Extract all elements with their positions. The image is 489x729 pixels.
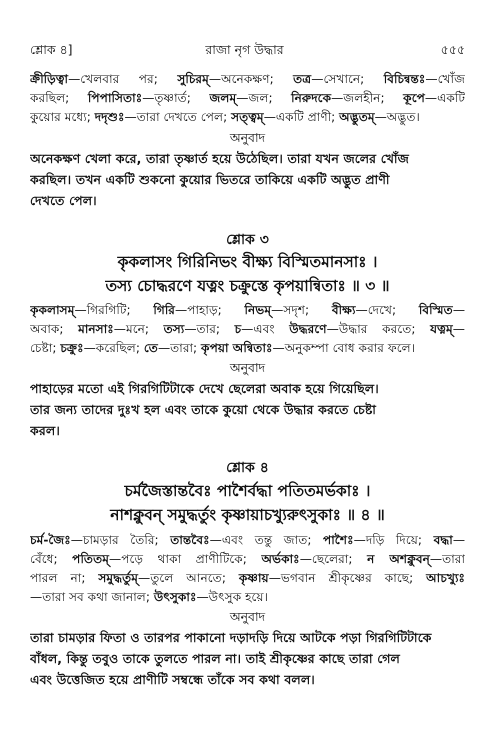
translation-line: তার জন্য তাদের দুঃখ হল এবং তাকে কুয়ো থেকে উদ্ধার করতে চেষ্টা [30,402,377,417]
synonym-term: ন অশক্নুবন্ [367,552,430,566]
synonym-meaning: —সেখানে; [311,72,384,86]
verse4-synonyms [30,531,465,607]
section1-synonyms [30,70,465,127]
synonym-term: পিপাসিতাঃ [87,91,143,105]
synonym-meaning: —চামড়ার তৈরি; [70,533,171,547]
synonym-term: জলম্ [209,91,237,105]
synonym-term: তে [143,341,158,355]
synonym-term: তত্র [293,72,312,86]
synonym-term: নিভম্ [244,303,272,317]
header-verse-ref: শ্লোক ৪] [30,42,73,57]
verse-line: তস্য চোদ্ধরণে যত্নং চক্রুস্তে কৃপয়ান্বিতাঃ ॥ ৩ ॥ [105,277,390,295]
synonym-meaning: অবাক; [30,322,79,336]
translation-line: অনেকক্ষণ খেলা করে, তারা তৃষ্ণার্ত হয়ে উঠেছিল। তারা যখন জলের খোঁজ [30,151,409,166]
synonym-meaning: —তারা; [157,341,202,355]
synonym-line [30,301,465,320]
verse4-heading: শ্লোক ৪ [226,460,269,476]
synonym-term: চর্ম-জৈঃ [30,533,71,547]
synonym-term: কৃকলাসম্ [30,303,75,317]
header-page-number: ৫৫৫ [440,42,465,57]
synonym-term: সত্ত্বম্ [231,110,264,124]
synonym-meaning: —জল; [236,91,292,105]
synonym-meaning: —ভগবান শ্রীকৃষ্ণের কাছে; [268,571,427,585]
synonym-term: সমুদ্ধর্তুম্ [98,571,139,585]
synonym-meaning: —তুলে আনতে; [138,571,239,585]
synonym-meaning: —করেছিল; [83,341,144,355]
synonym-term: মানসাঃ [78,322,114,336]
synonym-meaning: কুয়োর মধ্যে; [30,110,95,124]
synonym-term: উৎসুকাঃ [153,590,197,604]
synonym-term: চ [234,322,242,336]
synonym-meaning: —এবং তন্তু জাত; [209,533,323,547]
synonym-term: কৃপয়া অন্বিতাঃ [201,341,273,355]
synonym-term: উদ্ধরণে [289,322,327,336]
header-chapter-title: রাজা নৃগ উদ্ধার [205,42,284,57]
verse3-heading: শ্লোক ৩ [226,232,269,248]
synonym-term: ক্রীড়িত্বা [30,72,69,86]
synonym-term: পতিতম্ [72,552,109,566]
translation-line: পাহাড়ের মতো এই গিরগিটিটাকে দেখে ছেলেরা অবাক হয়ে গিয়েছিল। [30,381,379,396]
synonym-meaning: —খেলবার পর; [68,72,178,86]
synonym-term: যত্নম্ [430,322,453,336]
synonym-meaning: চেষ্টা; [30,341,61,355]
synonym-term: দদৃশুঃ [94,110,125,124]
synonym-meaning: —একটি প্রাণী; [263,110,340,124]
synonym-line [30,339,465,358]
translation-label: অনুবাদ [229,360,266,375]
translation-line: বাঁধল, কিন্তু তবুও তাকে তুলতে পারল না। তাই শ্রীকৃষ্ণের কাছে তারা গেল [30,651,400,666]
synonym-term: নিরুদকে [291,91,332,105]
synonym-meaning: —পাহাড়; [175,303,245,317]
translation-line: তারা চামড়ার ফিতা ও তারপর পাকানো দড়াদড়ি দিয়ে আটকে পড়া গিরগিটিটাকে [30,630,432,645]
synonym-term: কৃষ্ণায় [238,571,269,585]
verse3-text [30,250,465,298]
verse-line: কৃকলাসং গিরিনিভং বীক্ষ্য বিস্মিতমানসাঃ । [117,253,378,271]
synonym-line [30,70,465,89]
synonym-meaning: —তারা সব কথা জানাল; [30,590,154,604]
synonym-meaning: —দড়ি দিয়ে; [353,533,434,547]
synonym-term: অর্ভকাঃ [261,552,300,566]
synonym-meaning: —ছেলেরা; [299,552,368,566]
synonym-meaning: —সদৃশ; [271,303,332,317]
synonym-meaning: করছিল; [30,91,88,105]
synonym-term: আচখ্যুঃ [426,571,465,585]
synonym-meaning: —তারা দেখতে পেল; [124,110,232,124]
synonym-meaning: —উদ্ধার করতে; [326,322,431,336]
synonym-term: চক্রুঃ [60,341,84,355]
synonym-term: অদ্ভুতম্ [339,110,375,124]
synonym-term: তান্তবৈঃ [170,533,210,547]
synonym-meaning: — [452,303,465,317]
synonym-meaning: বেঁধে; [30,552,73,566]
synonym-meaning: —তৃষ্ণার্ত; [142,91,210,105]
synonym-term: বীক্ষ্য [331,303,356,317]
translation-label: অনুবাদ [229,609,266,624]
synonym-line [30,569,465,588]
synonym-meaning: —গিরগিটি; [74,303,154,317]
synonym-meaning: —খোঁজ [425,72,465,86]
synonym-term: তস্য [163,322,185,336]
verse3-synonyms [30,301,465,358]
synonym-meaning: —অদ্ভুত। [374,110,420,124]
synonym-meaning: পারল না; [30,571,99,585]
synonym-meaning: —একটি [424,91,465,105]
synonym-line [30,320,465,339]
synonym-term: বিস্মিত [418,303,453,317]
synonym-meaning: —জলহীন; [331,91,404,105]
synonym-meaning: —এবং [241,322,290,336]
synonym-line [30,89,465,108]
synonym-term: বিচিন্বন্তঃ [383,72,426,86]
translation-label: অনুবাদ [229,130,266,145]
synonym-term: সুচিরম্ [177,72,209,86]
synonym-line [30,550,465,569]
synonym-meaning: —অনুকম্পা বোধ করার ফলে। [272,341,416,355]
translation-line: এবং উত্তেজিত হয়ে প্রাণীটি সম্বন্ধে তাঁকে সব কথা বলল। [30,672,315,687]
verse3-translation [30,378,465,441]
synonym-term: কূপে [403,91,425,105]
translation-line: করল। [30,423,60,438]
synonym-line [30,108,465,127]
synonym-meaning: —মনে; [113,322,164,336]
verse-line: চর্মজৈস্তান্তবৈঃ পাশৈর্বদ্ধা পতিতমর্ভকাঃ । [124,482,371,500]
synonym-line [30,531,465,550]
synonym-meaning: — [452,322,465,336]
synonym-line [30,588,465,607]
synonym-term: বদ্ধা [433,533,453,547]
synonym-term: পাশৈঃ [323,533,354,547]
translation-line: করছিল। তখন একটি শুকনো কুয়োর ভিতরে তাকিয়ে একটি অদ্ভুত প্রাণী [30,172,390,187]
section1-translation [30,148,465,211]
synonym-meaning: —তারা [429,552,465,566]
synonym-meaning: — [452,533,465,547]
verse-line: নাশক্নুবন্ সমুদ্ধর্তুং কৃষ্ণায়াচখ্যুরুৎসুকাঃ ॥ ৪ ॥ [110,506,385,524]
synonym-meaning: —দেখে; [355,303,419,317]
translation-line: দেখতে পেল। [30,193,97,208]
verse4-text [30,479,465,527]
verse4-translation [30,627,465,690]
synonym-meaning: —তার; [184,322,235,336]
synonym-meaning: —পড়ে থাকা প্রাণীটিকে; [109,552,262,566]
synonym-term: গিরি [153,303,176,317]
synonym-meaning: —অনেকক্ষণ; [208,72,294,86]
synonym-meaning: —উৎসুক হয়ে। [196,590,268,604]
